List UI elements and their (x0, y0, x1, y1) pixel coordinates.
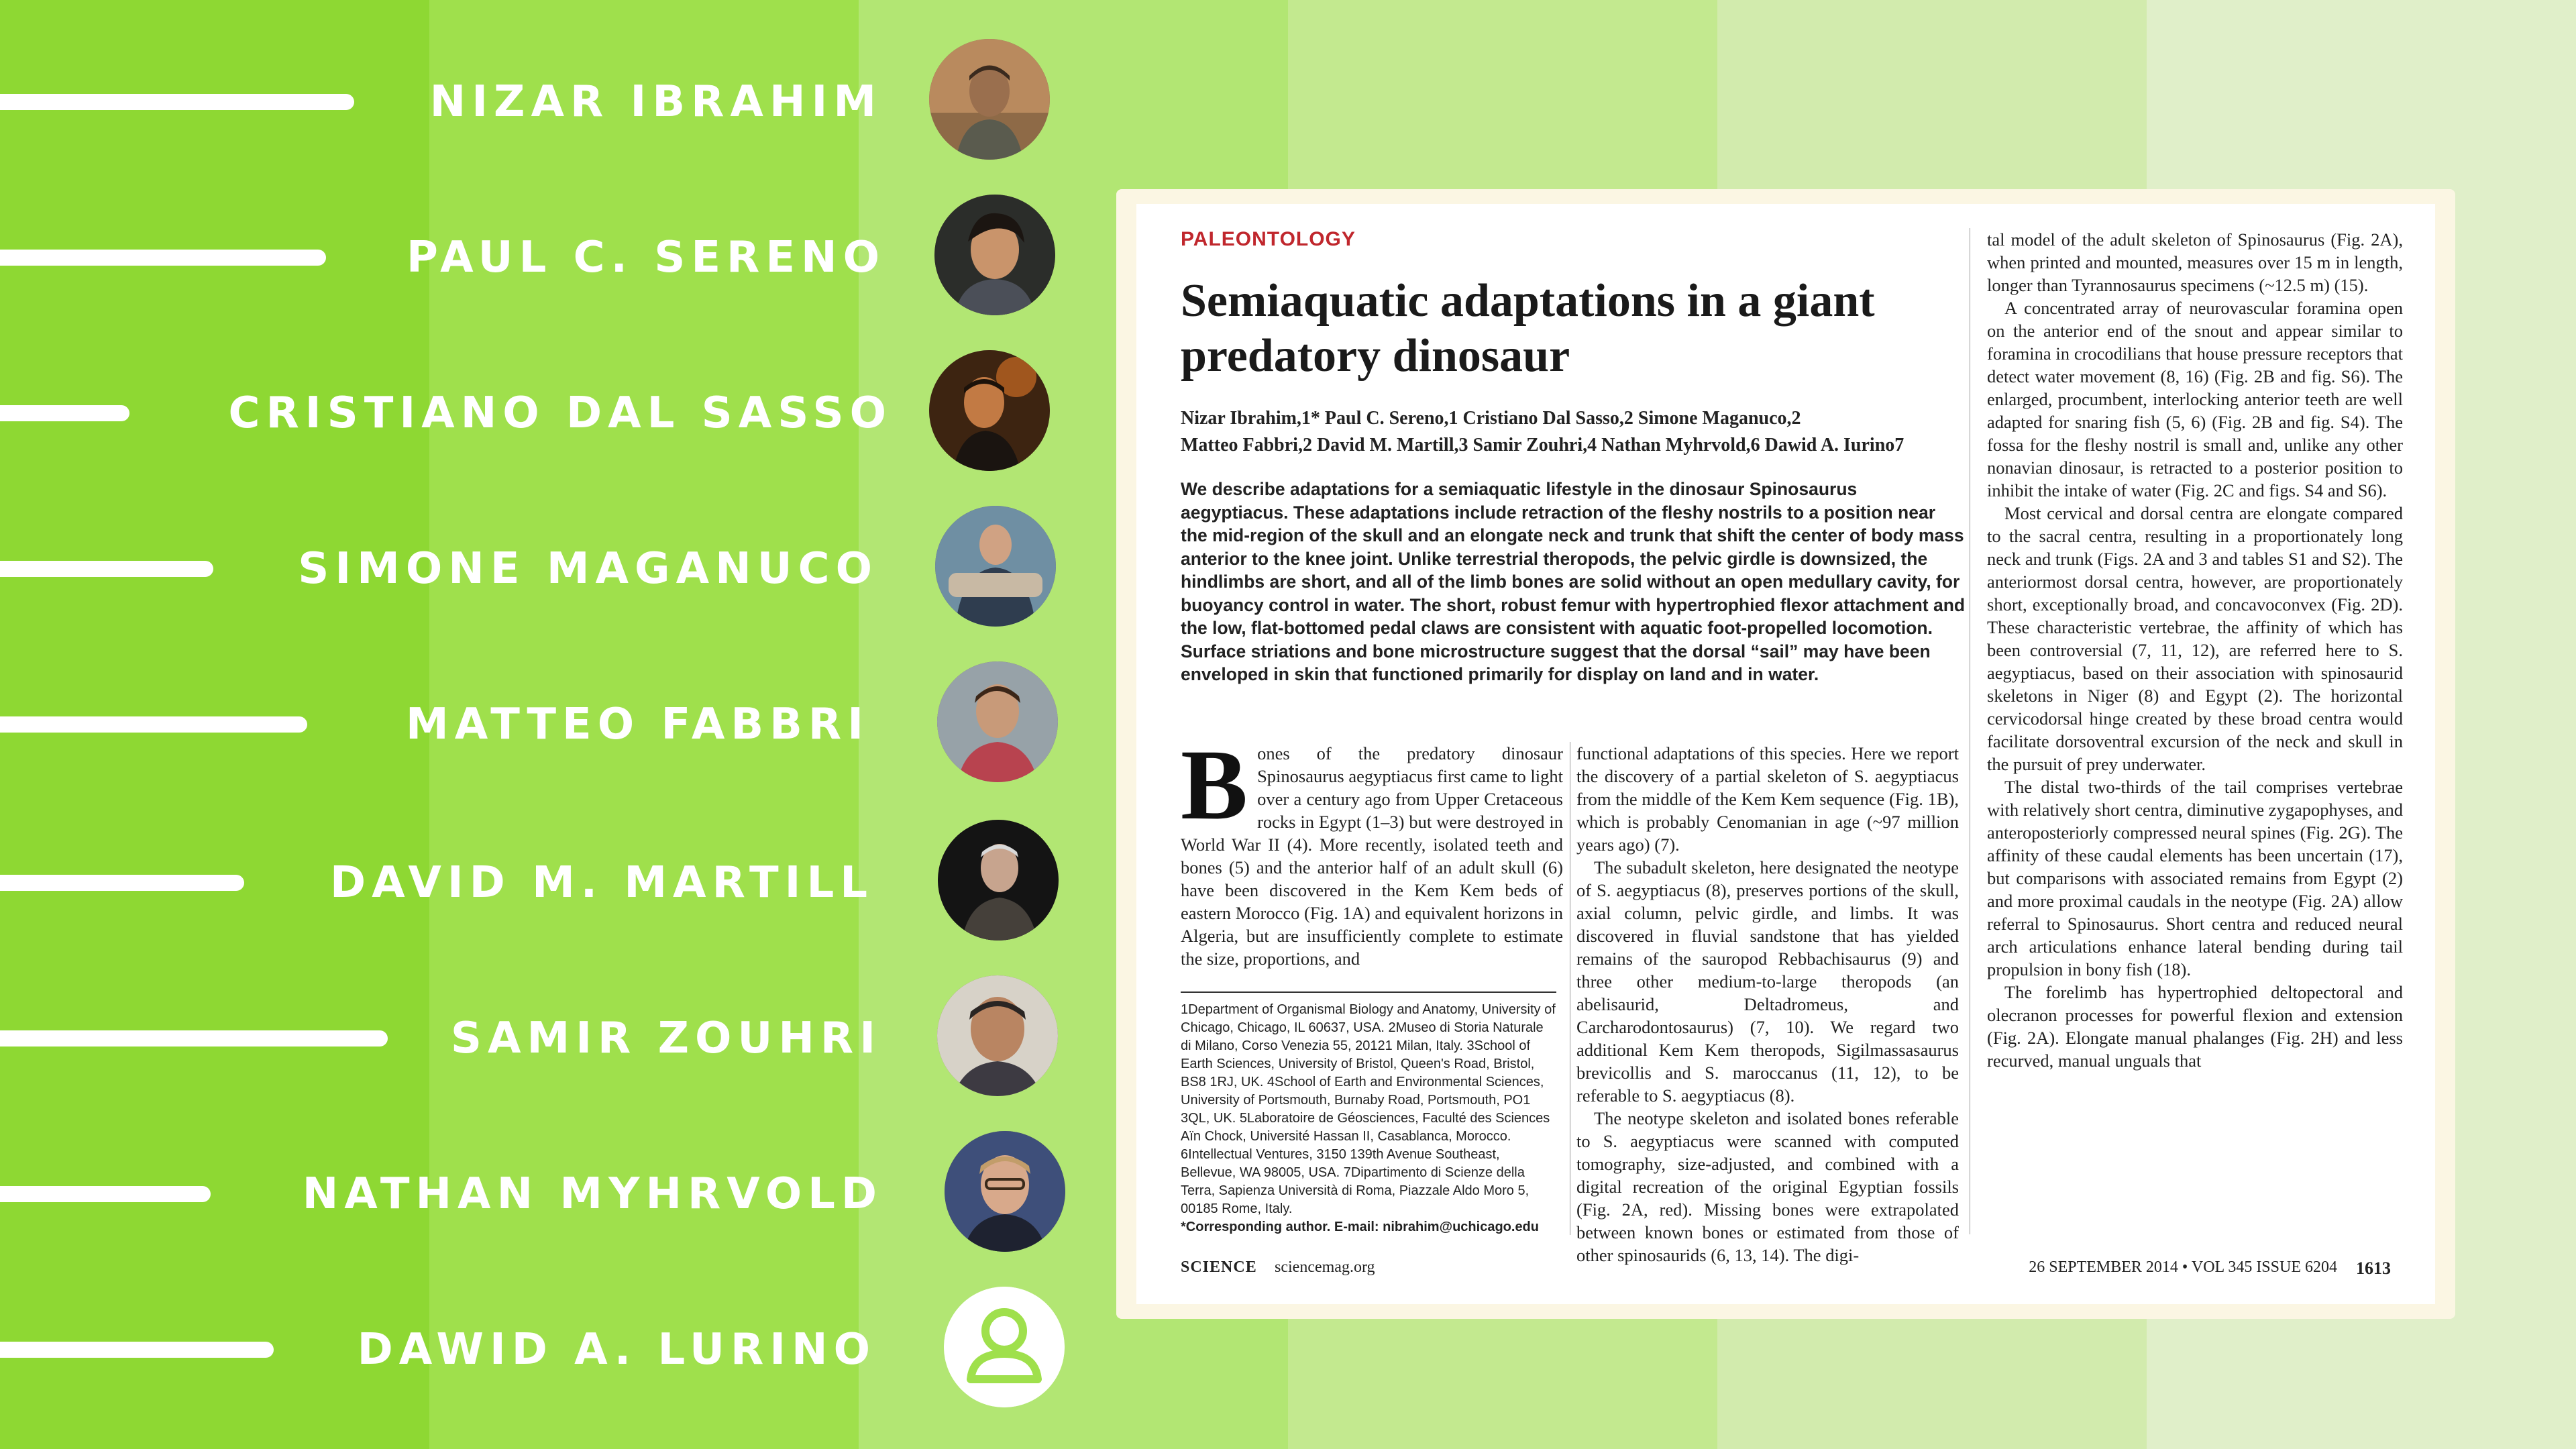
author-bar (0, 716, 307, 733)
avatar (937, 661, 1058, 782)
author-name: SIMONE MAGANUCO (298, 544, 878, 594)
page-number: 1613 (2356, 1258, 2391, 1278)
body-column-2 (1576, 742, 1959, 1267)
author-bar (0, 561, 213, 577)
author-bar (0, 250, 326, 266)
author-name: MATTEO FABBRI (406, 700, 869, 749)
paragraph: tal model of the adult skeleton of Spinosaurus (Fig. 2A), when printed and mounted, measures over 15 m in length, longer than Tyrannosaurus specimens (~12.5 m) (15). (1987, 229, 2403, 295)
avatar (944, 1287, 1065, 1407)
paper-card (1116, 189, 2455, 1319)
author-name: PAUL C. SERENO (407, 233, 885, 282)
avatar-photo-icon (934, 195, 1055, 315)
avatar (938, 820, 1059, 941)
section-label: PALEONTOLOGY (1181, 228, 1356, 250)
paragraph: The neotype skeleton and isolated bones referable to S. aegyptiacus were scanned with computed tomography, size-adjusted, and combined with a digital recreation of the original Egyptian fossils (Fig. 2A, red). Missing bones were extrapolated between known bones or estimated from those of other spinosaurids (6, 13, 14). The digi- (1576, 1108, 1959, 1265)
issue-info: 26 SEPTEMBER 2014 • VOL 345 ISSUE 6204 (2029, 1258, 2337, 1276)
footnote-rule (1181, 991, 1556, 993)
avatar-photo-icon (938, 820, 1059, 941)
author-row (0, 39, 1087, 160)
author-bar (0, 1030, 388, 1046)
avatar (935, 506, 1056, 627)
author-name: DAWID A. LURINO (357, 1325, 876, 1375)
avatar (934, 195, 1055, 315)
authors-line: Nizar Ibrahim,1* Paul C. Sereno,1 Cristiano Dal Sasso,2 Simone Maganuco,2 (1181, 408, 1801, 429)
body-column-3 (1987, 228, 2403, 1072)
avatar (929, 350, 1050, 471)
author-row (0, 350, 1087, 471)
author-bar (0, 875, 244, 891)
author-row (0, 820, 1087, 941)
author-row (0, 1131, 1087, 1252)
author-bar (0, 1342, 274, 1358)
avatar-photo-icon (935, 506, 1056, 627)
paragraph: functional adaptations of this species. Here we report the discovery of a partial skeleton of S. aegyptiacus from the middle of the Kem Kem sequence (Fig. 1B), which is probably Cenomanian in age (~97 million years ago) (7). (1576, 743, 1959, 855)
user-icon (944, 1287, 1065, 1407)
author-row (0, 975, 1087, 1096)
paragraph: A concentrated array of neurovascular foramina open on the anterior end of the snout and appear similar to foramina in crocodilians that house pressure receptors that detect water movement (8, 16) (Fig. 2B and fig. S6). The enlarged, procumbent, interlocking anterior teeth are well adapted for snaring fish (5, 6) (Fig. 2B and fig. S4). The fossa for the fleshy nostril is small and, unlike any other nonavian dinosaur, is retracted to a posterior position to inhibit the intake of water (Fig. 2C and figs. S4 and S6). (1987, 298, 2403, 500)
paper-title: Semiaquatic adaptations in a giant predatory dinosaur (1181, 275, 1875, 382)
paragraph: The distal two-thirds of the tail comprises vertebrae with relatively short centra, diminutive zygapophyses, and anteroposteriorly compressed neural spines (Fig. 2G). The affinity of these caudal elements has been uncertain (17), but comparisons with associated remains from Egypt (2) and more proximal caudals in the neotype (Fig. 2A) allow referral to Spinosaurus. Short centra and reduced neural arch articulations enhance lateral bending during tail propulsion in bony fish (18). (1987, 777, 2403, 979)
journal-name: SCIENCE (1181, 1258, 1257, 1276)
journal-site: sciencemag.org (1275, 1258, 1375, 1276)
paper-authors (1181, 405, 1952, 459)
author-name: NATHAN MYHRVOLD (302, 1169, 883, 1219)
avatar (929, 39, 1050, 160)
paragraph: The subadult skeleton, here designated the neotype of S. aegyptiacus (8), preserves portions of the skull, axial column, pelvic girdle, and limbs. It was discovered in fluvial sandstone that has yielded remains of the sauropod Rebbachisaurus (9) and three other medium-to-large theropods (an abelisaurid, Deltadromeus, and Carcharodontosaurus) (7, 10). We regard two additional Kem Kem theropods, Sigilmassasaurus brevicollis and S. maroccanus (11, 12), to be referable to S. aegyptiacus (8). (1576, 857, 1959, 1106)
avatar-photo-icon (929, 350, 1050, 471)
affiliations: 1Department of Organismal Biology and Anatomy, University of Chicago, Chicago, IL 60637, USA. 2Museo di Storia Naturale di Milano, Corso Venezia 55, 20121 Milan, Italy. 3School of Earth Sciences, University of Bristol, Queen's Road, Bristol, BS8 1RJ, UK. 4School of Earth and Environmental Sciences, University of Portsmouth, Burnaby Road, Portsmouth, PO1 3QL, UK. 5Laboratoire de Géosciences, Faculté des Sciences Aïn Chock, Université Hassan II, Casablanca, Morocco. 6Intellectual Ventures, 3150 139th Avenue Southeast, Bellevue, WA 98005, USA. 7Dipartimento di Scienze della Terra, Sapienza Università di Roma, Piazzale Aldo Moro 5, 00185 Rome, Italy. (1181, 1002, 1556, 1216)
corresponding-author: *Corresponding author. E-mail: nibrahim@uchicago.edu (1181, 1220, 1539, 1234)
author-row (0, 195, 1087, 315)
body-column-1 (1181, 729, 1563, 970)
drop-cap: B (1181, 729, 1248, 841)
author-bar (0, 405, 129, 421)
author-row (0, 661, 1087, 782)
paragraph: Most cervical and dorsal centra are elongate compared to the sacral centra, resulting in a proportionately long neck and trunk (Figs. 2A and 3 and tables S1 and S2). The anteriormost dorsal centra, however, are proportionately short, exceptionally broad, and concavoconvex (Fig. 2D). These characteristic vertebrae, the affinity of which has been controversial (7, 11, 12), are referred here to S. aegyptiacus, based on their association with spinosaurid skeletons in Niger (8) and Egypt (2). The horizontal cervicodorsal hinge created by these broad centra would facilitate dorsoventral excursion of the neck and skull in the pursuit of prey underwater. (1987, 503, 2403, 774)
authors-line: Matteo Fabbri,2 David M. Martill,3 Samir Zouhri,4 Nathan Myhrvold,6 Dawid A. Iurino7 (1181, 435, 1904, 455)
footnotes (1181, 1001, 1556, 1236)
author-name: DAVID M. MARTILL (330, 858, 873, 908)
avatar-photo-icon (937, 975, 1058, 1096)
avatar (945, 1131, 1065, 1252)
author-bar (0, 94, 354, 110)
author-row (0, 1287, 1087, 1407)
page-footer (1181, 1258, 2391, 1281)
author-name: CRISTIANO DAL SASSO (228, 388, 892, 438)
author-bar (0, 1186, 211, 1202)
abstract: We describe adaptations for a semiaquatic lifestyle in the dinosaur Spinosaurus aegyptiacus. These adaptations include retraction of the fleshy nostrils to a position near the mid-region of the skull and an elongate neck and trunk that shift the center of body mass anterior to the knee joint. Unlike terrestrial theropods, the pelvic girdle is downsized, the hindlimbs are short, and all of the limb bones are solid without an open medullary cavity, for buoyancy control in water. The short, robust femur with hypertrophied flexor attachment and the low, flat-bottomed pedal claws are consistent with aquatic foot-propelled locomotion. Surface striations and bone microstructure suggest that the dorsal “sail” may have been enveloped in skin that functioned primarily for display on land and in water. (1181, 479, 1966, 684)
paragraph: The forelimb has hypertrophied deltopectoral and olecranon processes for powerful flexion and extension (Fig. 2A). Elongate manual phalanges (Fig. 2H) and less recurved, manual unguals that (1987, 982, 2403, 1071)
paper-page (1136, 204, 2435, 1304)
body-text: ones of the predatory dinosaur Spinosaurus aegyptiacus first came to light over a century ago from Upper Cretaceous rocks in Egypt (1–3) but were destroyed in World War II (4). More recently, isolated teeth and bones (5) and the anterior half of an adult skull (6) have been discovered in the Kem Kem beds of eastern Morocco (Fig. 1A) and equivalent horizons in Algeria, but are insufficiently complete to estimate the size, proportions, and (1181, 743, 1563, 969)
author-name: SAMIR ZOUHRI (450, 1014, 881, 1063)
avatar (937, 975, 1058, 1096)
avatar-photo-icon (945, 1131, 1065, 1252)
avatar-photo-icon (937, 661, 1058, 782)
author-name: NIZAR IBRAHIM (429, 77, 882, 127)
author-row (0, 506, 1087, 627)
avatar-photo-icon (929, 39, 1050, 160)
